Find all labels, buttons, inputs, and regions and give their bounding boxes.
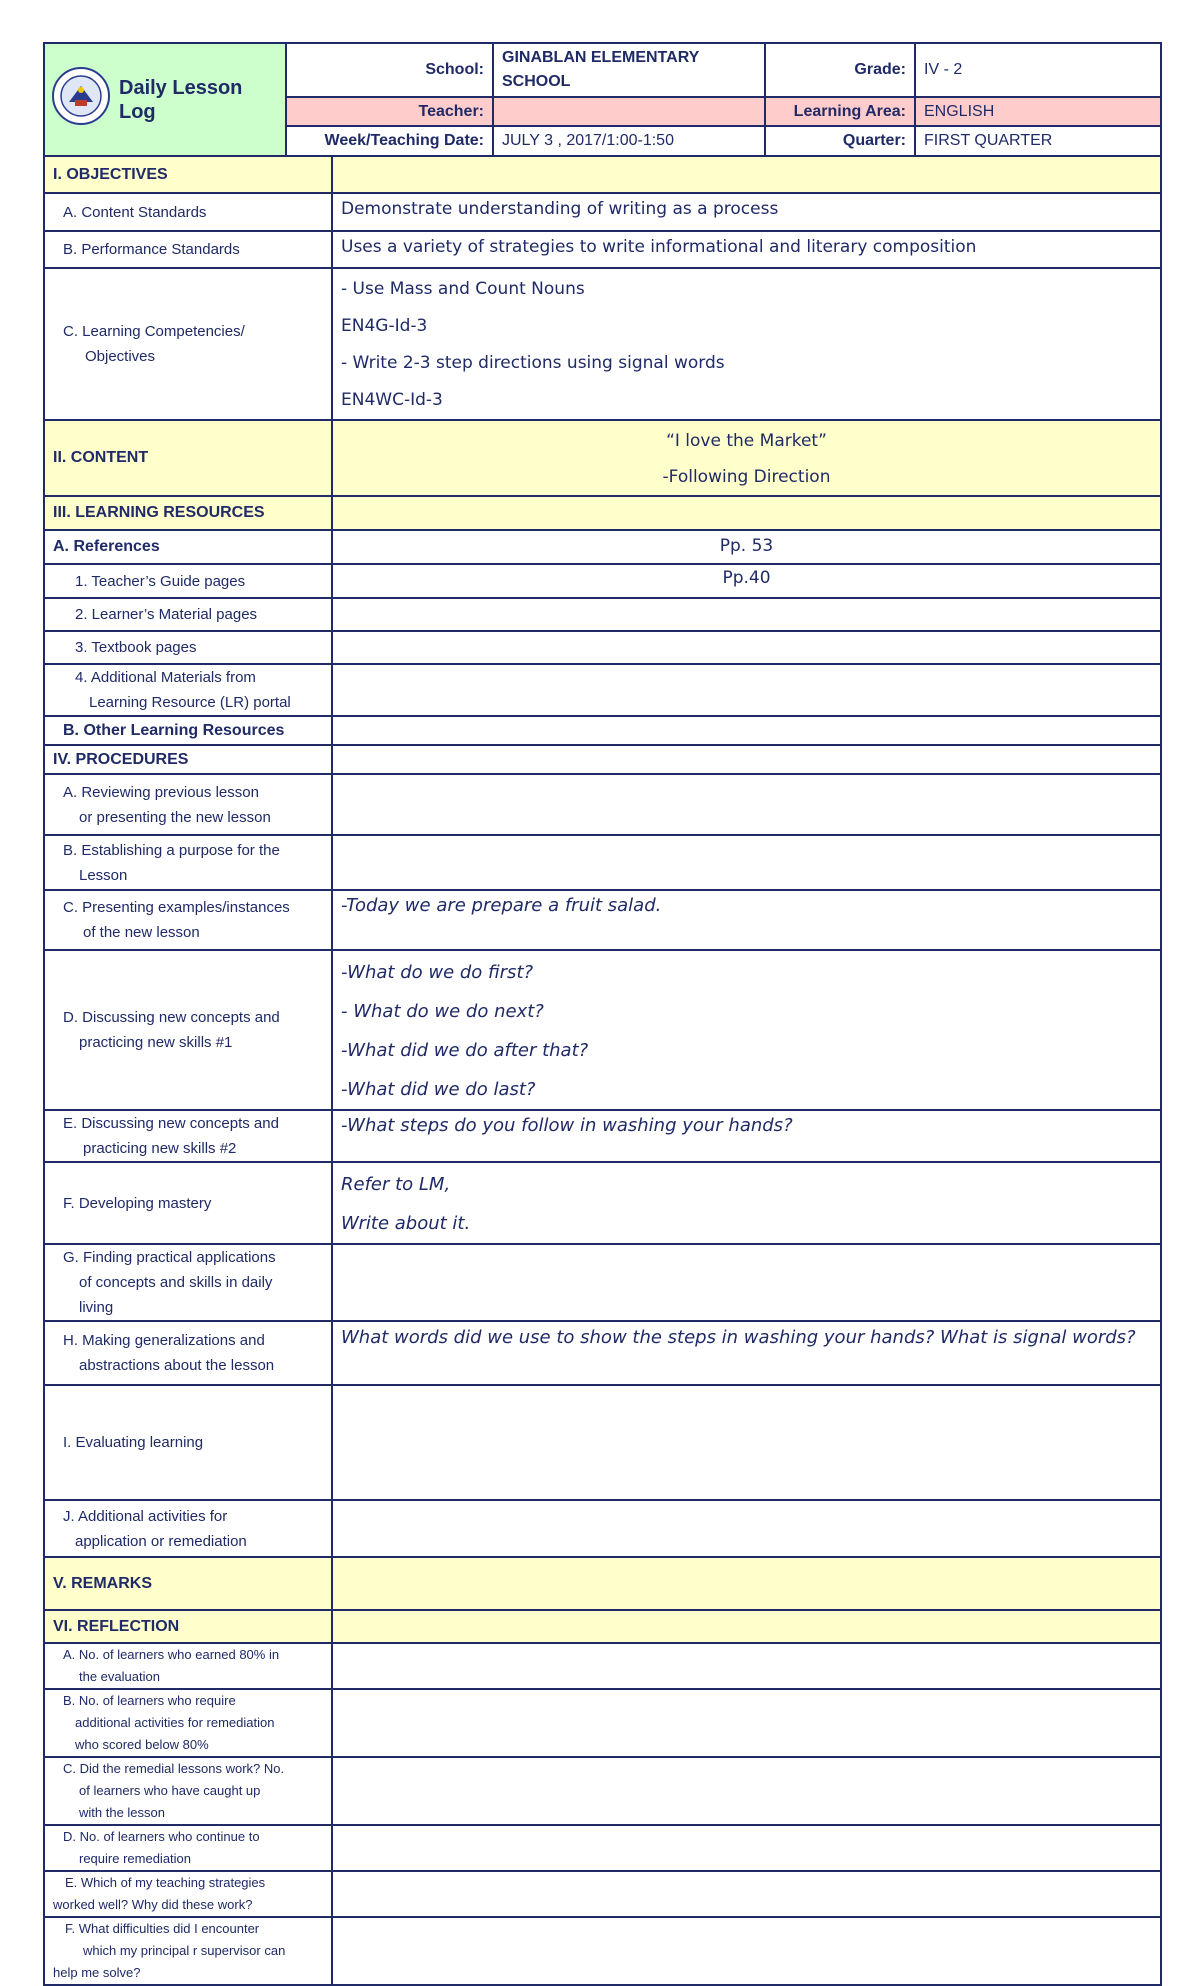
procedure-i-value [332, 1385, 1161, 1500]
procedure-b-label [44, 835, 332, 890]
grade-label: Grade: [765, 43, 915, 97]
discussion-question: - What do we do next? [341, 1001, 544, 1022]
procedure-label-line: E. Discussing new concepts and [63, 1115, 279, 1132]
procedure-e-label [44, 1110, 332, 1162]
header-table [43, 42, 1162, 157]
procedure-label-line: of the new lesson [83, 924, 200, 941]
procedure-c-value: -Today we are prepare a fruit salad. [332, 890, 1161, 950]
references-label: A. References [44, 530, 332, 564]
textbook-value [332, 631, 1161, 664]
reflection-label-line: require remediation [79, 1851, 192, 1866]
school-value: GINABLAN ELEMENTARY SCHOOL [493, 43, 765, 97]
date-label: Week/Teaching Date: [286, 126, 493, 156]
procedure-label-line: C. Presenting examples/instances [63, 899, 290, 916]
reflection-heading: VI. REFLECTION [44, 1610, 332, 1643]
daily-lesson-log [43, 42, 1160, 1986]
reflection-label-line: help me solve? [53, 1965, 141, 1980]
competency-item: - Write 2-3 step directions using signal words [341, 353, 725, 373]
procedure-h-value: What words did we use to show the steps in washing your hands? What is signal words? [332, 1321, 1161, 1385]
reflection-label-line: A. No. of learners who earned 80% in [63, 1647, 280, 1662]
procedure-label-line: application or remediation [75, 1532, 247, 1550]
resources-heading-blank [332, 496, 1161, 530]
content-heading: II. CONTENT [44, 420, 332, 496]
other-resources-label: B. Other Learning Resources [44, 716, 332, 745]
reflection-b-value [332, 1689, 1161, 1757]
performance-standards-value: Uses a variety of strategies to write informational and literary composition [332, 231, 1161, 268]
reflection-label-line: of learners who have caught up [79, 1783, 261, 1798]
procedure-j-value [332, 1500, 1161, 1557]
references-value: Pp. 53 [332, 530, 1161, 564]
objectives-heading-blank [332, 156, 1161, 193]
procedures-heading-blank [332, 745, 1161, 774]
reflection-f-label [44, 1917, 332, 1985]
additional-materials-label [44, 664, 332, 716]
reflection-label-line: the evaluation [79, 1669, 160, 1684]
procedure-g-label [44, 1244, 332, 1321]
additional-materials-value [332, 664, 1161, 716]
content-standards-label: A. Content Standards [44, 193, 332, 231]
procedures-heading: IV. PROCEDURES [44, 745, 332, 774]
content-lines [332, 420, 1161, 496]
procedure-j-label [44, 1500, 332, 1557]
logo-cell [44, 43, 286, 156]
reflection-label-line: with the lesson [79, 1805, 165, 1820]
reflection-label-line: D. No. of learners who continue to [63, 1829, 260, 1844]
procedure-b-value [332, 835, 1161, 890]
procedure-g-value [332, 1244, 1161, 1321]
reflection-label-line: E. Which of my teaching strategies [65, 1875, 266, 1890]
reflection-b-label [44, 1689, 332, 1757]
remarks-heading: V. REMARKS [44, 1557, 332, 1610]
reflection-label-line: who scored below 80% [75, 1737, 209, 1752]
discussion-question: -What did we do last? [341, 1079, 536, 1100]
competency-item: - Use Mass and Count Nouns [341, 279, 585, 299]
reflection-label-line: C. Did the remedial lessons work? No. [63, 1761, 285, 1776]
mastery-line: Refer to LM, [341, 1174, 451, 1195]
discussion-question: -What did we do after that? [341, 1040, 589, 1061]
procedure-f-values [332, 1162, 1161, 1244]
teacher-label: Teacher: [286, 97, 493, 126]
procedure-a-label [44, 774, 332, 835]
procedure-label-line: H. Making generalizations and [63, 1332, 265, 1349]
textbook-label: 3. Textbook pages [44, 631, 332, 664]
reflection-d-label [44, 1825, 332, 1871]
performance-standards-label: B. Performance Standards [44, 231, 332, 268]
competencies-list [332, 268, 1161, 420]
learners-material-label: 2. Learner’s Material pages [44, 598, 332, 631]
reflection-c-label [44, 1757, 332, 1825]
procedure-label-line: Lesson [79, 866, 128, 884]
content-subtitle: -Following Direction [662, 467, 831, 487]
competency-item: EN4G-Id-3 [341, 316, 428, 336]
procedure-label-line: abstractions about the lesson [79, 1357, 275, 1374]
procedure-label-line: of concepts and skills in daily [79, 1274, 273, 1291]
reflection-heading-blank [332, 1610, 1161, 1643]
grade-value: IV - 2 [915, 43, 1161, 97]
procedure-d-values [332, 950, 1161, 1110]
content-title: “I love the Market” [666, 431, 827, 451]
reflection-f-value [332, 1917, 1161, 1985]
procedure-label-line: J. Additional activities for [63, 1507, 228, 1525]
procedure-label-line: practicing new skills #2 [83, 1140, 237, 1157]
mastery-line: Write about it. [341, 1213, 471, 1234]
procedure-label-line: living [79, 1299, 114, 1316]
procedure-label-line: B. Establishing a purpose for the [63, 841, 280, 859]
quarter-value: FIRST QUARTER [915, 126, 1161, 156]
reflection-e-label [44, 1871, 332, 1917]
reflection-label-line: F. What difficulties did I encounter [65, 1921, 260, 1936]
reflection-c-value [332, 1757, 1161, 1825]
reflection-e-value [332, 1871, 1161, 1917]
teachers-guide-label: 1. Teacher’s Guide pages [44, 564, 332, 598]
content-standards-value: Demonstrate understanding of writing as a process [332, 193, 1161, 231]
competencies-label [44, 268, 332, 420]
additional-materials-line: Learning Resource (LR) portal [89, 694, 291, 711]
procedure-i-label: I. Evaluating learning [44, 1385, 332, 1500]
procedure-label-line: D. Discussing new concepts and [63, 1009, 280, 1026]
reflection-label-line: worked well? Why did these work? [53, 1897, 253, 1912]
reflection-label-line: which my principal r supervisor can [83, 1943, 286, 1958]
objectives-heading: I. OBJECTIVES [44, 156, 332, 193]
resources-heading: III. LEARNING RESOURCES [44, 496, 332, 530]
remarks-value [332, 1557, 1161, 1610]
deped-seal-icon [51, 66, 111, 134]
procedure-e-value: -What steps do you follow in washing your hands? [332, 1110, 1161, 1162]
other-resources-value [332, 716, 1161, 745]
quarter-label: Quarter: [765, 126, 915, 156]
procedure-label-line: G. Finding practical applications [63, 1249, 276, 1266]
procedure-label-line: A. Reviewing previous lesson [63, 783, 259, 801]
learners-material-value [332, 598, 1161, 631]
procedure-d-label [44, 950, 332, 1110]
competency-item: EN4WC-Id-3 [341, 390, 443, 410]
learning-area-value: ENGLISH [915, 97, 1161, 126]
learning-area-label: Learning Area: [765, 97, 915, 126]
main-table [43, 155, 1162, 1986]
procedure-a-value [332, 774, 1161, 835]
procedure-h-label [44, 1321, 332, 1385]
reflection-label-line: B. No. of learners who require [63, 1693, 236, 1708]
competencies-label-line: C. Learning Competencies/ [63, 323, 245, 340]
reflection-a-value [332, 1643, 1161, 1689]
date-value: JULY 3 , 2017/1:00-1:50 [493, 126, 765, 156]
reflection-label-line: additional activities for remediation [75, 1715, 275, 1730]
procedure-c-label [44, 890, 332, 950]
additional-materials-line: 4. Additional Materials from [75, 669, 256, 686]
school-label: School: [286, 43, 493, 97]
reflection-a-label [44, 1643, 332, 1689]
procedure-label-line: practicing new skills #1 [79, 1034, 233, 1051]
teacher-value [493, 97, 765, 126]
procedure-f-label: F. Developing mastery [44, 1162, 332, 1244]
form-title: Daily Lesson Log [119, 76, 243, 123]
discussion-question: -What do we do first? [341, 962, 534, 983]
reflection-d-value [332, 1825, 1161, 1871]
procedure-label-line: or presenting the new lesson [79, 808, 271, 826]
competencies-label-line: Objectives [85, 348, 156, 365]
teachers-guide-value: Pp.40 [332, 564, 1161, 598]
